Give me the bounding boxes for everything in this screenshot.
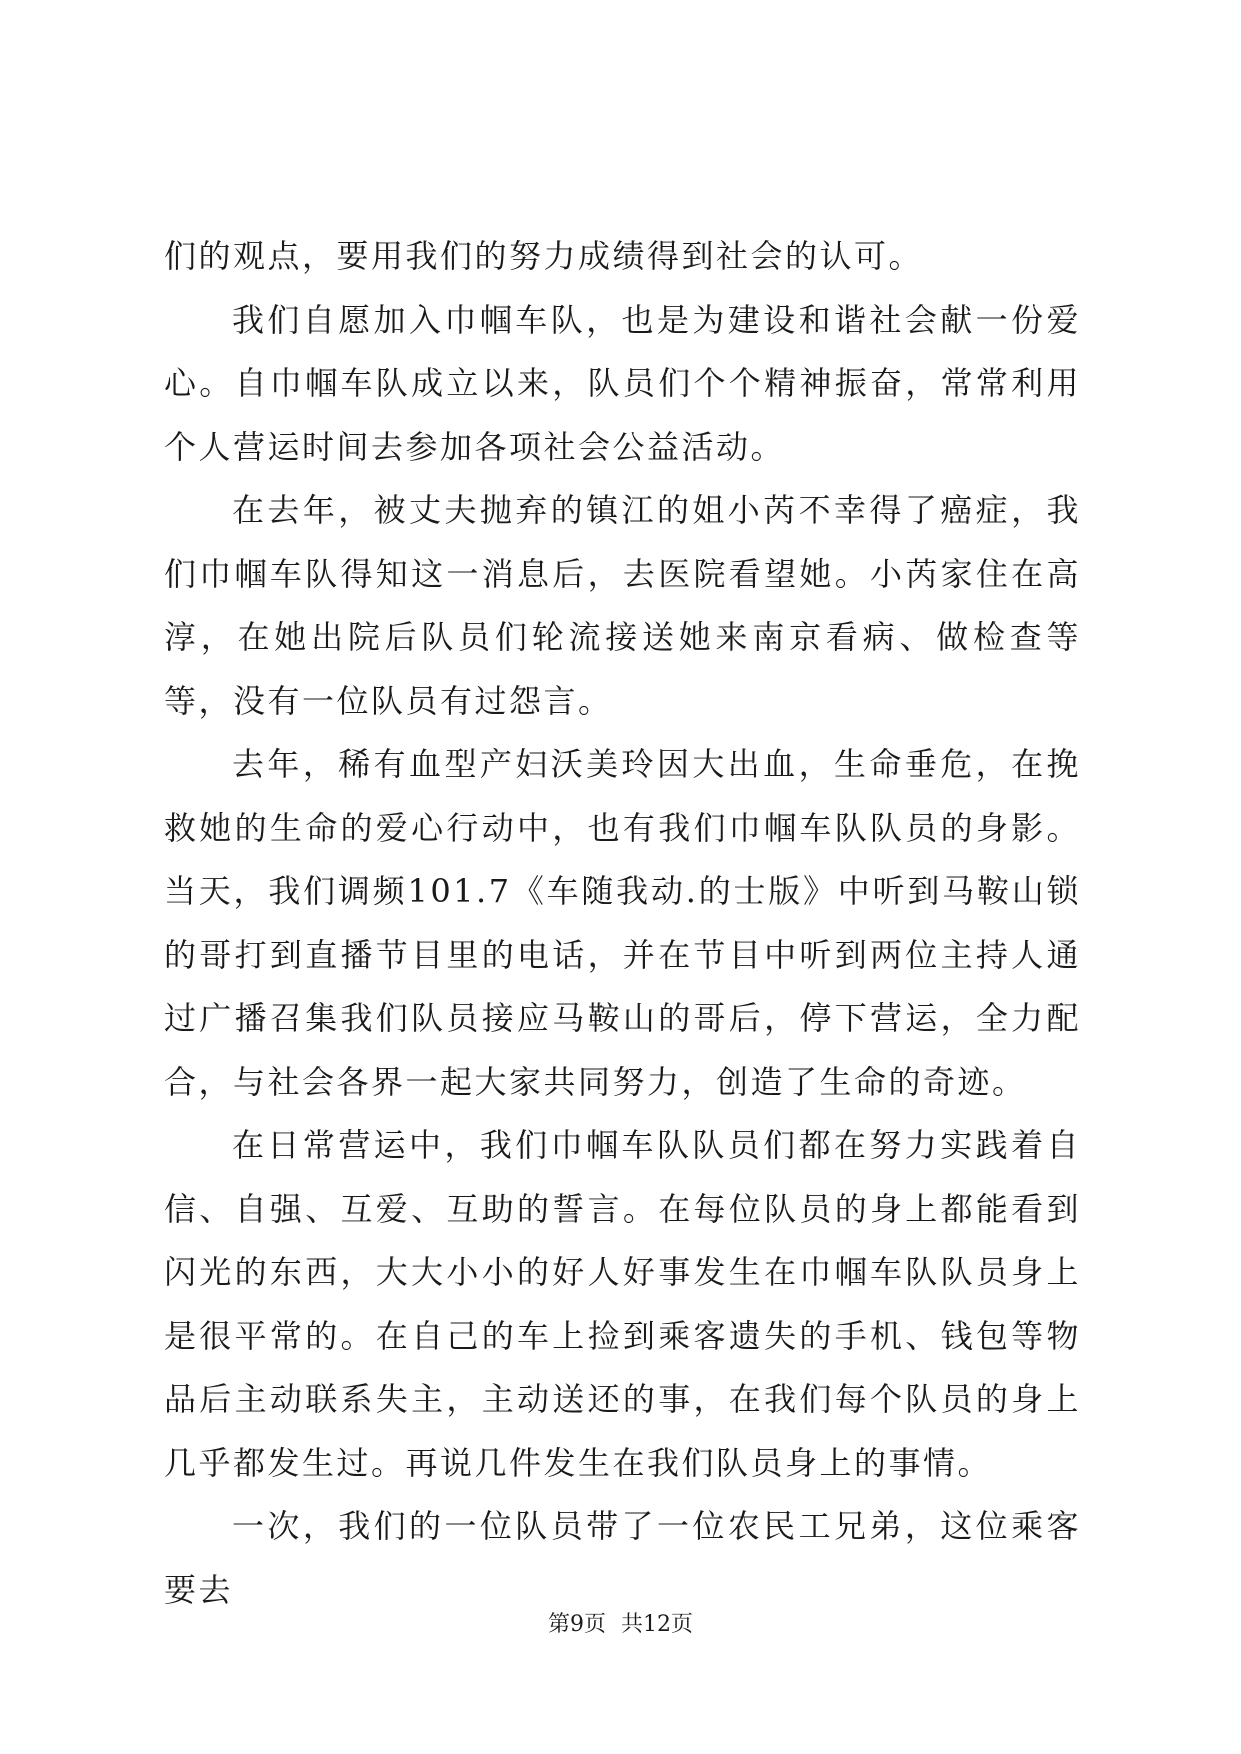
document-body bbox=[164, 225, 1081, 1622]
paragraph-joining-team: 我们自愿加入巾帼车队，也是为建设和谐社会献一份爱心。自巾帼车队成立以来，队员们个个精神振奋，常常利用个人营运时间去参加各项社会公益活动。 bbox=[164, 300, 1081, 466]
page-total: 共12页 bbox=[621, 1612, 693, 1637]
page-footer bbox=[0, 1610, 1241, 1640]
paragraph-continuation: 们的观点，要用我们的努力成绩得到社会的认可。 bbox=[164, 237, 924, 275]
paragraph-migrant-worker: 一次，我们的一位队员带了一位农民工兄弟，这位乘客要去 bbox=[164, 1507, 1081, 1609]
paragraph-xiaorui-story: 在去年，被丈夫抛弃的镇江的姐小芮不幸得了癌症，我们巾帼车队得知这一消息后，去医院看望她。小芮家住在高淳，在她出院后队员们轮流接送她来南京看病、做检查等等，没有一位队员有过怨言。 bbox=[164, 491, 1081, 720]
page-number: 第9页 bbox=[548, 1612, 606, 1637]
paragraph-rare-blood-rescue: 去年，稀有血型产妇沃美玲因大出血，生命垂危，在挽救她的生命的爱心行动中，也有我们巾帼车队队员的身影。当天，我们调频101.7《车随我动.的士版》中听到马鞍山锁的哥打到直播节目里的电话，并在节目中听到两位主持人通过广播召集我们队员接应马鞍山的哥后，停下营运，全力配合，与社会各界一起大家共同努力，创造了生命的奇迹。 bbox=[164, 745, 1081, 1101]
paragraph-daily-operations: 在日常营运中，我们巾帼车队队员们都在努力实践着自信、自强、互爱、互助的誓言。在每位队员的身上都能看到闪光的东西，大大小小的好人好事发生在巾帼车队队员身上是很平常的。在自己的车上捡到乘客遗失的手机、钱包等物品后主动联系失主，主动送还的事，在我们每个队员的身上几乎都发生过。再说几件发生在我们队员身上的事情。 bbox=[164, 1126, 1081, 1482]
